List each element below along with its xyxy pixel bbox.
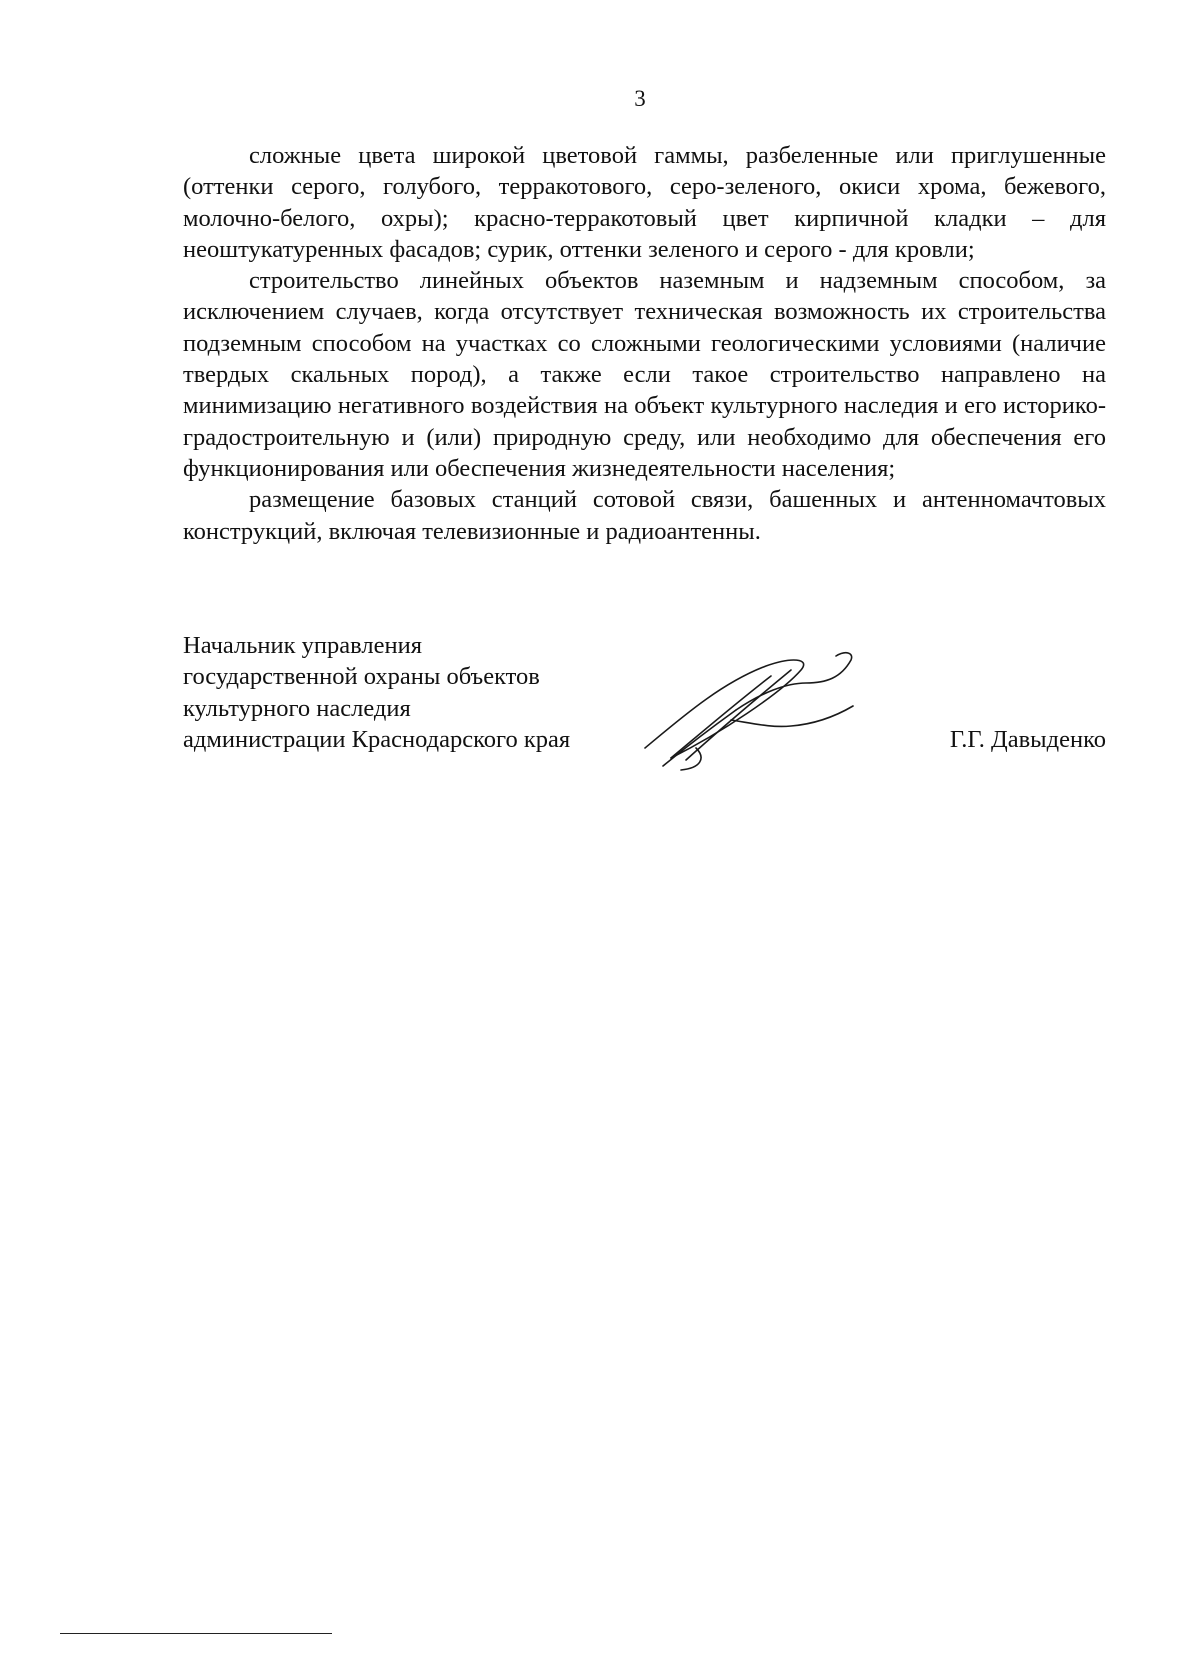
signer-position-line: администрации Краснодарского края — [183, 725, 571, 753]
signer-position-line: культурного наследия — [183, 694, 411, 722]
signer-position-line: государственной охраны объектов — [183, 663, 540, 691]
paragraph-colors: сложные цвета широкой цветовой гаммы, разбеленные или приглушенные (оттенки серого, голубого, терракотового, серо-зеленого, окиси хрома, бежевого, молочно-белого, охры); красно-терракотовый цвет кирпичной кладки – для неоштукатуренных фасадов; сурик, оттенки зеленого и серого - для кровли; — [183, 142, 1106, 263]
page-number: 3 — [634, 86, 646, 111]
paragraph-base-stations: размещение базовых станций сотовой связи, башенных и антенномачтовых конструкций, включая телевизионные и радиоантенны. — [183, 486, 1106, 545]
body-text — [183, 140, 1106, 547]
signer-name: Г.Г. Давыденко — [949, 726, 1106, 753]
footnote-divider — [60, 1633, 332, 1634]
paragraph-linear-objects: строительство линейных объектов наземным и надземным способом, за исключением случаев, когда отсутствует техническая возможность их строительства подземным способом на участках со сложными геологическими условиями (наличие твердых скальных пород), а также если такое строительство направлено на минимизацию негативного воздействия на объект культурного наследия и его историко-градостроительную и (или) природную среду, или необходимо для обеспечения его функционирования или обеспечения жизнедеятельности населения; — [183, 267, 1106, 482]
handwritten-signature-icon — [641, 648, 861, 773]
signature-block — [183, 630, 1106, 790]
signer-position-line: Начальник управления — [183, 632, 422, 659]
signer-position — [183, 630, 570, 755]
